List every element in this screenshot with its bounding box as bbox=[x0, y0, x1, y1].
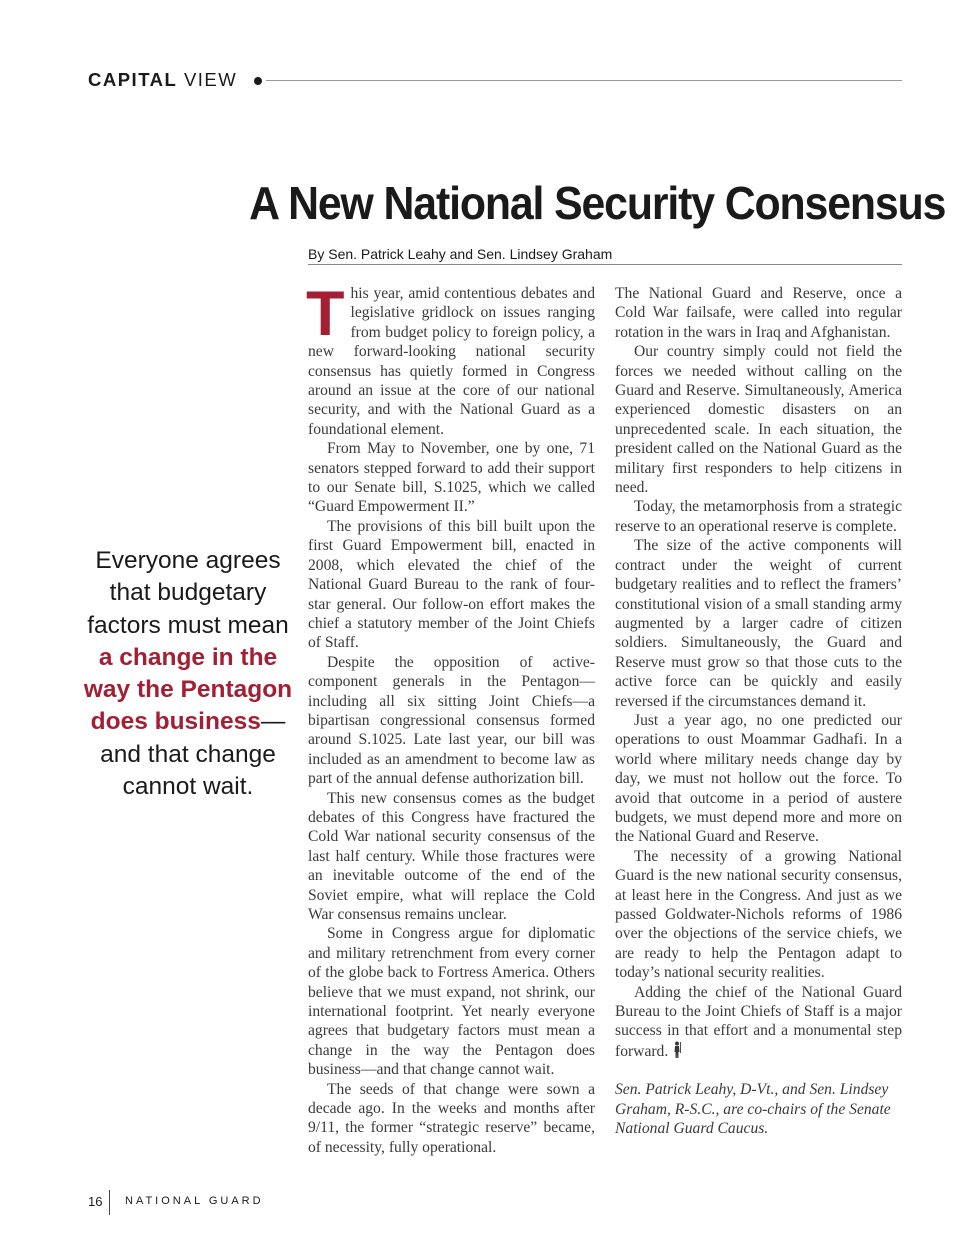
article-paragraph: The seeds of that change were sown a decade ago. In the weeks and months after 9/11, the former “strategic reserve” became, of necessity, fully operational. bbox=[308, 1080, 595, 1156]
byline: By Sen. Patrick Leahy and Sen. Lindsey Graham bbox=[308, 246, 902, 265]
article-column-2 bbox=[615, 284, 902, 1138]
paragraph-text: his year, amid contentious debates and legislative gridlock on issues ranging from budget policy to foreign policy, a new forward-looking national security consensus has quietly formed in Congress around an issue at the core of our national security, and with the National Guard as a foundational element. bbox=[308, 285, 595, 438]
header-bullet bbox=[254, 77, 262, 85]
minuteman-icon bbox=[672, 1041, 682, 1059]
article-paragraph: Despite the opposition of active-component generals in the Pentagon—including all six sitting Joint Chiefs—a bipartisan congressional consensus formed around S.1025. Late last year, our bill was included as an amendment to become law as part of the annual defense authorization bill. bbox=[308, 653, 595, 788]
pull-quote bbox=[80, 545, 296, 803]
article-paragraph: Just a year ago, no one predicted our operations to oust Moammar Gadhafi. In a world where military needs change day by day, we must not hollow out the force. To avoid that outcome in a period of austere budgets, we must depend more and more on the National Guard and Reserve. bbox=[615, 711, 902, 846]
section-header bbox=[88, 69, 902, 93]
pull-quote-tail: — and that change cannot wait. bbox=[100, 708, 286, 801]
publication-name: NATIONAL GUARD bbox=[125, 1195, 264, 1207]
article-paragraph: Some in Congress argue for diplomatic and military retrenchment from every corner of the globe back to Fortress America. Others believe that we must expand, not shrink, our international footprint. Yet nearly everyone agrees that budgetary factors must mean a change in the way the Pentagon does business—and that change cannot wait. bbox=[308, 925, 595, 1079]
article-paragraph: The National Guard and Reserve, once a Cold War failsafe, were called into regular rotation in the wars in Iraq and Afghanistan. bbox=[615, 285, 902, 341]
footer-divider bbox=[109, 1190, 110, 1215]
article-paragraph: Our country simply could not field the forces we needed without calling on the Guard and Reserve. Simultaneously, America experienced domestic disasters on an unprecedented scale. In each situation, the president called on the National Guard as the military first responders to help citizens in need. bbox=[615, 343, 902, 497]
article-paragraph: From May to November, one by one, 71 senators stepped forward to add their support to our Senate bill, S.1025, which we called “Guard Empowerment II.” bbox=[308, 440, 595, 516]
article-column-1 bbox=[306, 279, 595, 1157]
article-title: A New National Security Consensus bbox=[249, 177, 946, 229]
paragraph-text: Adding the chief of the National Guard Bureau to the Joint Chiefs of Staff is a major success in that effort and a monumental step forward. bbox=[615, 983, 902, 1060]
article-paragraph bbox=[306, 279, 595, 439]
header-rule bbox=[266, 80, 902, 81]
article-paragraph-last bbox=[615, 983, 902, 1062]
section-label-light: VIEW bbox=[183, 69, 238, 90]
article-paragraph: The necessity of a growing National Guard is the new national security consensus, at least here in the Congress. And just as we passed Goldwater-Nichols reforms of 1986 over the objections of the service chiefs, we are ready to help the Pentagon adapt to today’s national security realities. bbox=[615, 847, 902, 982]
article-paragraph: The size of the active components will contract under the weight of current budgetary realities and to reflect the framers’ constitutional vision of a small standing army augmented by a larger cadre of citizen soldiers. Simultaneously, the Guard and Reserve must grow so that those cuts to the active force can be quickly and easily reversed if the circumstances demand it. bbox=[615, 537, 902, 710]
section-label-bold: CAPITAL bbox=[88, 69, 178, 90]
article-paragraph: Today, the metamorphosis from a strategic reserve to an operational reserve is complete. bbox=[615, 498, 902, 535]
page-number: 16 bbox=[88, 1194, 103, 1209]
section-label bbox=[88, 69, 237, 91]
pull-quote-emphasis: a change in the way the Pentagon does business bbox=[83, 643, 293, 736]
article-paragraph: The provisions of this bill built upon the first Guard Empowerment bill, enacted in 2008, which elevated the chief of the National Guard Bureau to the rank of four-star general. Our follow-on effort makes the chief a statutory member of the Joint Chiefs of Staff. bbox=[308, 517, 595, 652]
pull-quote-lead: Everyone agrees that budgetary factors must mean bbox=[87, 547, 289, 639]
author-bio: Sen. Patrick Leahy, D-Vt., and Sen. Lindsey Graham, R-S.C., are co-chairs of the Senate National Guard Caucus. bbox=[615, 1081, 891, 1138]
article-paragraph: This new consensus comes as the budget debates of this Congress have fractured the Cold War national security consensus of the last half century. While those fractures were an inevitable outcome of the end of the Soviet empire, what will replace the Cold War consensus remains unclear. bbox=[308, 789, 595, 923]
drop-cap: T bbox=[306, 279, 345, 349]
